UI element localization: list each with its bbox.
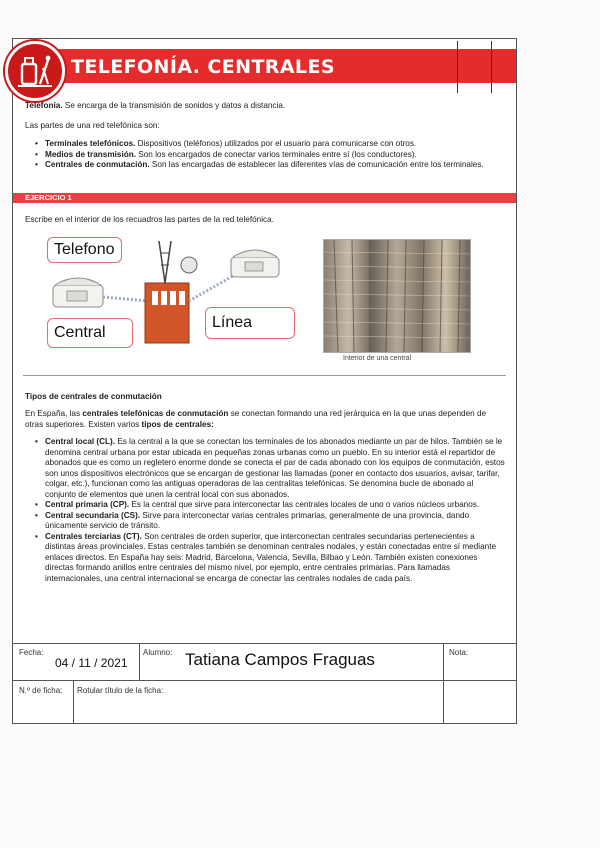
list-item: • Centrales terciarias (CT). Son centrales de orden superior, que interconectan centrales secundarias pertenecientes a distintas áreas provinciales. Estas centrales también se denominan centrales nodales, y están conectadas entre sí mediante enlaces directos. En España hay seis: Madrid, Barcelona, Valencia, Sevilla, Bilbao y León. También existen conexiones directas formando anillos entre centrales del mismo nivel, por ejemplo, entre centrales primarias. Para llamadas internacionales, una central internacional se encarga de conectar las centrales nodales de cada país. xyxy=(35,532,505,585)
fecha-field[interactable]: 04 / 11 / 2021 xyxy=(55,656,128,670)
rotular-label: Rotular título de la ficha: xyxy=(77,686,164,695)
definition-text: Se encarga de la transmisión de sonidos y datos a distancia. xyxy=(62,101,286,110)
types-intro: En España, las centrales telefónicas de conmutación se conectan formando una red jerárquica en la que unas dependen de otras superiores. Existen varios tipos de centrales: xyxy=(25,409,487,429)
section-divider xyxy=(23,375,506,376)
list-item: • Terminales telefónicos. Dispositivos (teléfonos) utilizados por el usuario para comunicarse con otros. xyxy=(35,139,505,150)
header-divider xyxy=(491,41,492,93)
student-form xyxy=(13,643,516,724)
form-divider xyxy=(443,644,444,680)
answer-linea: Línea xyxy=(212,314,253,331)
ficha-label: N.º de ficha: xyxy=(19,686,63,695)
nota-label: Nota: xyxy=(449,648,469,657)
definition-term: Telefonía. xyxy=(25,101,63,110)
central-types-list xyxy=(35,437,505,584)
exercise-label: EJERCICIO 1 xyxy=(25,193,72,202)
page-header xyxy=(13,39,516,95)
list-item: • Central local (CL). Es la central a la que se conectan los terminales de los abonados mediante un par de hilos. También se le denomina central urbana por estar ubicada en pequeñas zonas urbanas como un pueblo. En su interior está el repartidor de abonados que es como un regletero enorme donde se conecta el par de cada abonado con los equipos de conmutación, estos son unos dispositivos electrónicos que se encargan de gestionar las llamadas (poner en contacto dos usuarios, avisar, tarifar, colgar, etc.), funcionan como las antiguas operadoras de las centralitas telefónicas. Se denomina bucle de abonado al conjunto de elementos que unen la central local con sus abonados. xyxy=(35,437,505,500)
exercise-bar xyxy=(13,193,516,203)
answer-central: Central xyxy=(54,324,106,341)
worksheet xyxy=(12,38,517,724)
central-building-icon xyxy=(145,241,197,343)
list-item: • Centrales de conmutación. Son las encargadas de establecer las diferentes vías de comunicación entre los terminales. xyxy=(35,160,505,171)
alumno-label: Alumno: xyxy=(143,648,173,657)
answer-telefono: Telefono xyxy=(54,241,115,258)
answer-box-central[interactable] xyxy=(47,318,133,348)
form-divider xyxy=(13,680,516,681)
list-item: • Central primaria (CP). Es la central que sirve para interconectar las centrales locales de uno o varios núcleos urbanos. xyxy=(35,500,505,511)
form-divider xyxy=(73,680,74,724)
types-heading: Tipos de centrales de conmutación xyxy=(25,392,162,401)
list-item: • Central secundaria (CS). Sirve para interconectar varias centrales primarias, generalmente de una provincia, dando únicamente servicio de tránsito. xyxy=(35,511,505,532)
alumno-field[interactable]: Tatiana Campos Fraguas xyxy=(185,650,375,669)
right-telephone-icon xyxy=(231,250,279,277)
fecha-label: Fecha: xyxy=(19,648,44,657)
form-divider xyxy=(139,644,140,680)
answer-box-linea[interactable] xyxy=(205,307,295,339)
parts-lead: Las partes de una red telefónica son: xyxy=(25,121,160,130)
photo-caption: Interior de una central xyxy=(343,355,412,362)
central-interior-photo xyxy=(323,239,471,353)
left-telephone-icon xyxy=(53,278,103,307)
exercise-instruction: Escribe en el interior de los recuadros las partes de la red telefónica. xyxy=(25,215,274,224)
header-divider xyxy=(457,41,458,93)
network-parts-list xyxy=(35,139,505,171)
telephone-tower-logo-icon xyxy=(5,41,65,101)
definition-paragraph xyxy=(25,100,505,111)
list-item: • Medios de transmisión. Son los encargados de conectar varios terminales entre sí (los conductores). xyxy=(35,150,505,161)
answer-box-telefono[interactable] xyxy=(47,237,122,263)
form-divider xyxy=(443,680,444,724)
page-title: TELEFONÍA. CENTRALES xyxy=(71,56,335,78)
